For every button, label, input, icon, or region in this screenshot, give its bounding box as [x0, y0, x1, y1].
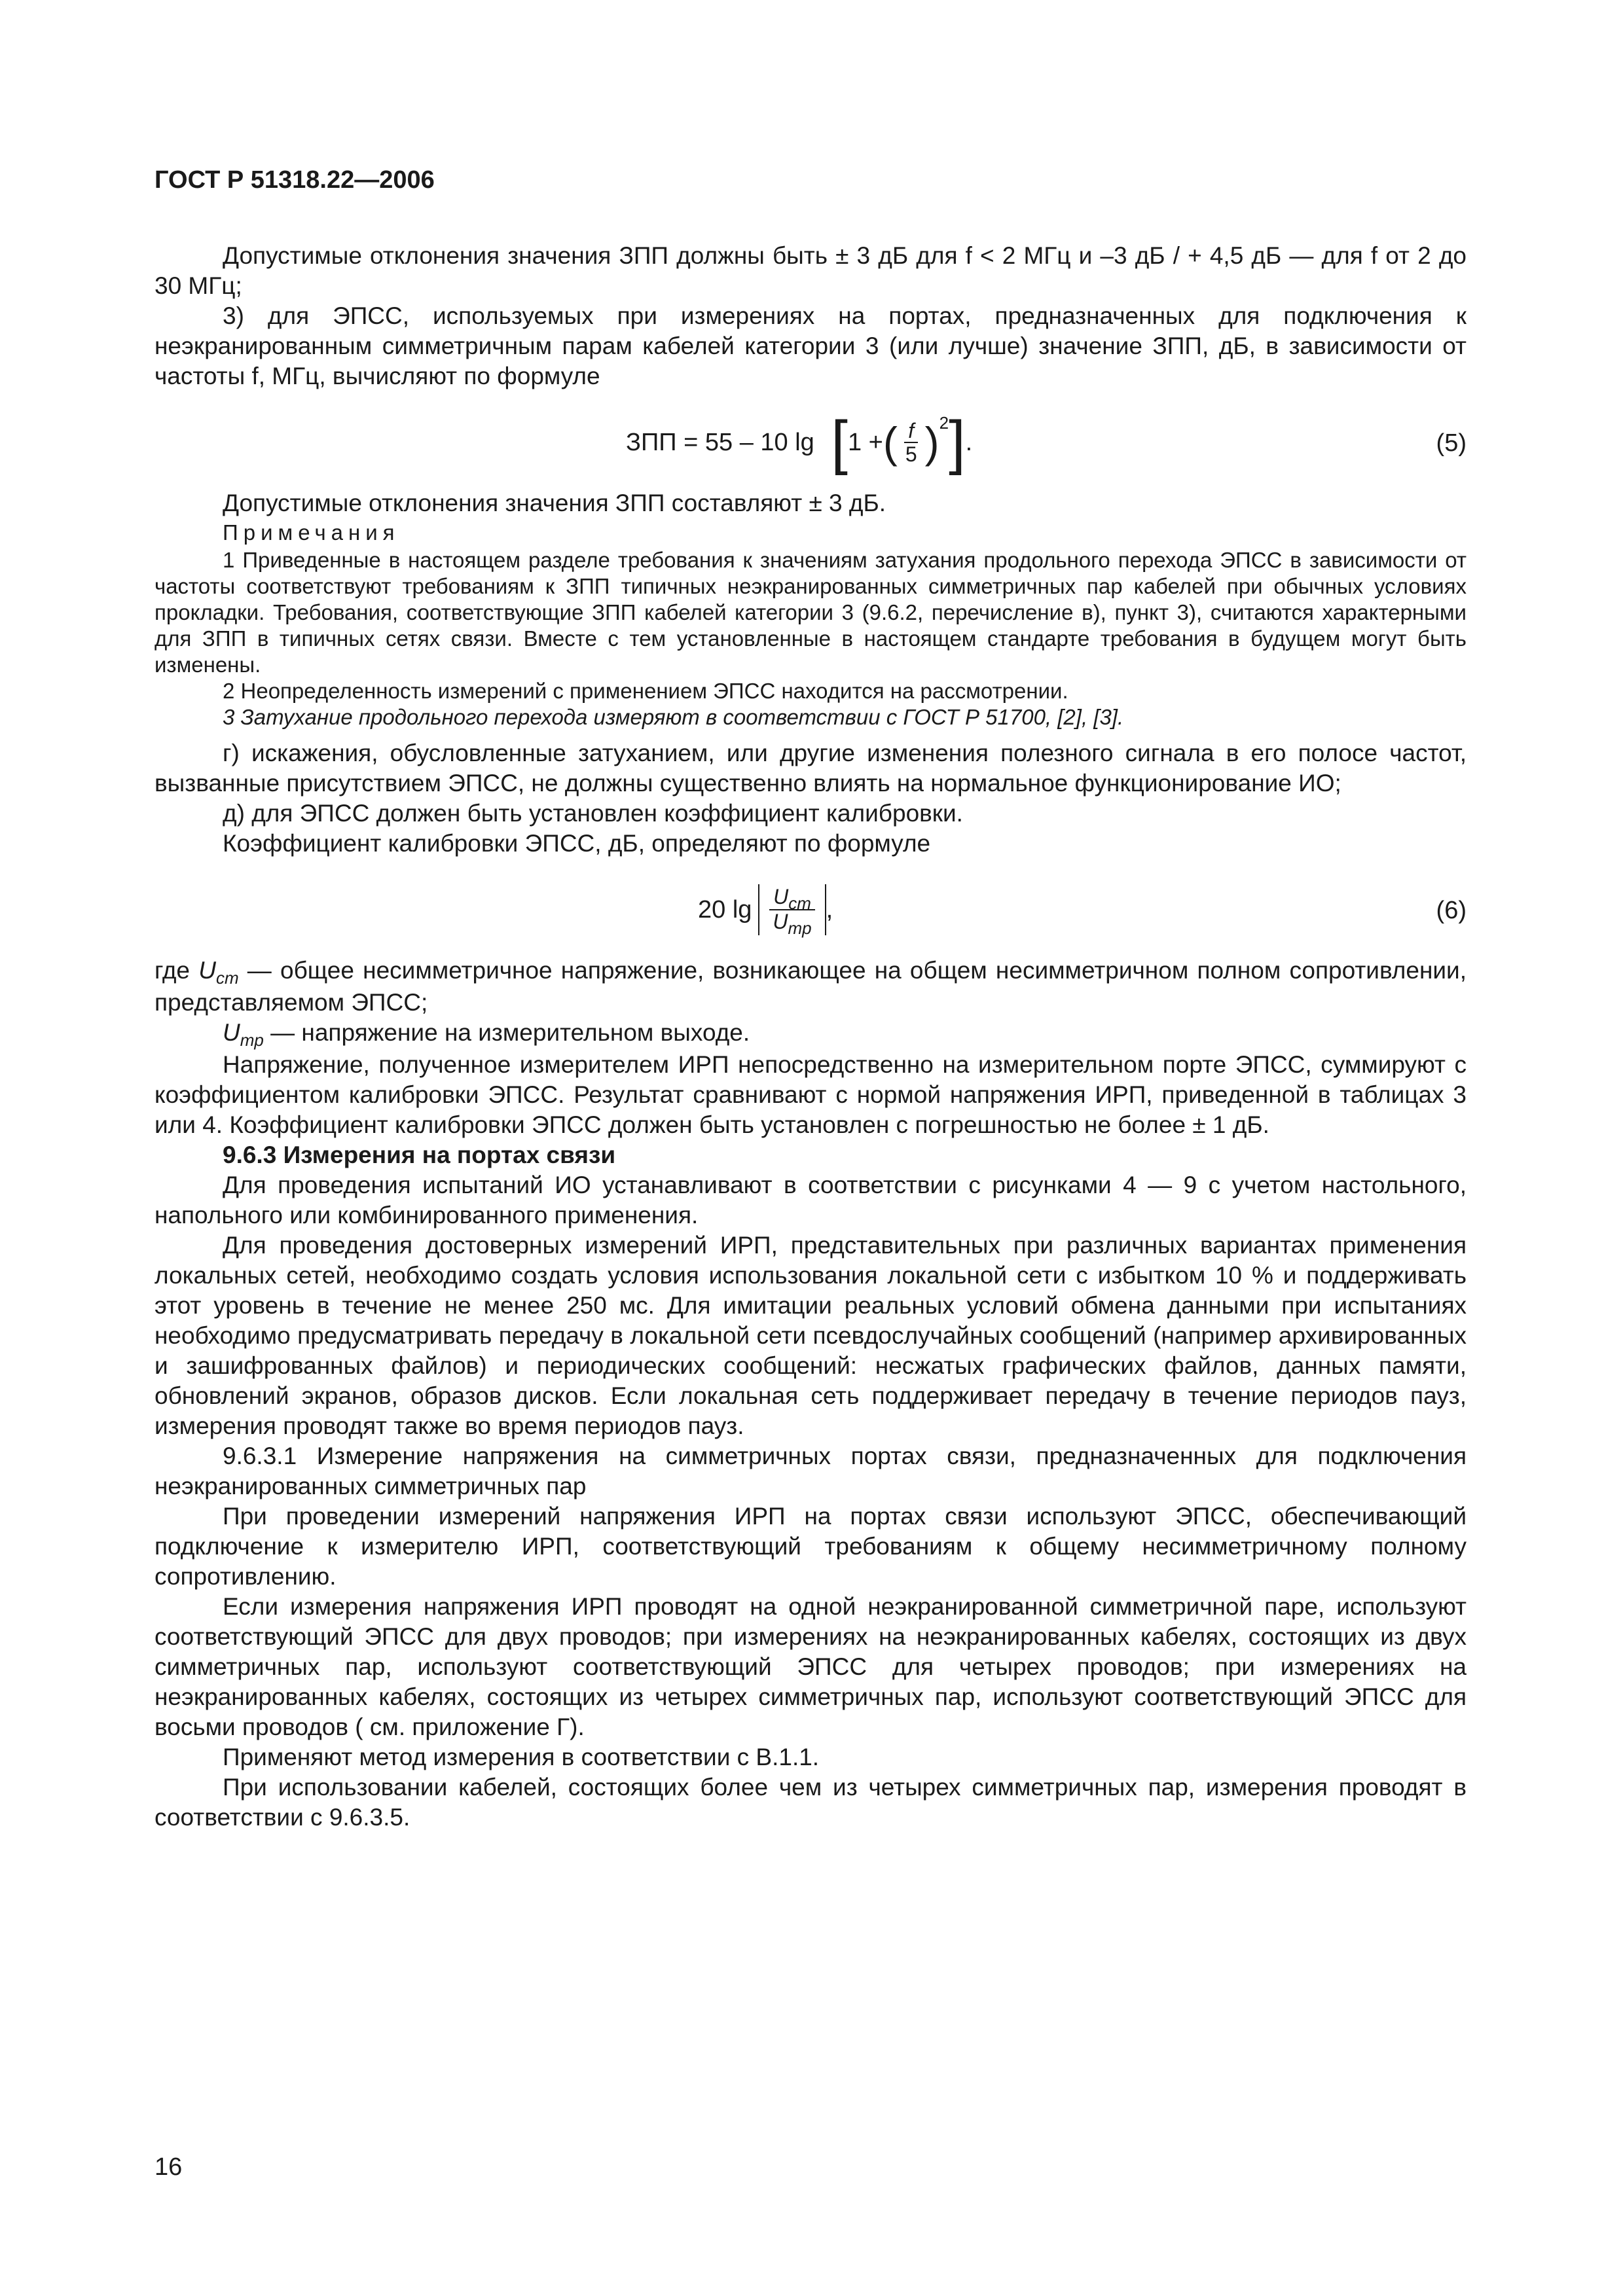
- paragraph: Применяют метод измерения в соответствии с В.1.1.: [223, 1744, 820, 1770]
- formula-lhs: ЗПП = 55 – 10 lg: [626, 429, 814, 456]
- paragraph: Для проведения достоверных измерений ИРП, представительных при различных вариантах применения локальных сетей, необходимо создать условия использования локальной сети с избытком 10 % и поддерживать этот уровень в течение не менее 250 мс. Для имитации реальных условий обмена данными при испытаниях необходимо предусматривать передачу в локальной сети псевдослучайных сообщений (например архивированных и зашифрованных файлов) и периодических сообщений: несжатых графических файлов, данных памяти, обновлений экранов, образов дисков. Если локальная сеть поддерживает передачу в течение периодов пауз, измерения проводят также во время периодов пауз.: [155, 1232, 1467, 1439]
- formula-6: [155, 870, 1467, 949]
- paragraph: При проведении измерений напряжения ИРП на портах связи используют ЭПСС, обеспечивающий подключение к измерителю ИРП, соответствующий требованиям к общему несимметричному полному сопротивлению.: [155, 1503, 1467, 1590]
- paren-right: ): [924, 418, 939, 467]
- fraction-numerator: f: [904, 420, 918, 443]
- paren-left: (: [883, 418, 898, 467]
- absolute-value: [758, 884, 826, 938]
- note: 1 Приведенные в настоящем разделе требования к значениям затухания продольного перехода ЭПСС в зависимости от частоты соответствуют требованиям к ЗПП типичных неэкранированных симметричных пар кабелей при обычных условиях прокладки. Требования, соответствующие ЗПП кабелей категории 3 (9.6.2, перечисление в), пункт 3), считаются характерными для ЗПП в типичных сетях связи. Вместе с тем установленные в настоящем стандарте требования в будущем могут быть изменены.: [155, 548, 1467, 677]
- fraction-denominator: 5: [905, 442, 917, 466]
- formula-lhs: 20 lg: [698, 896, 752, 924]
- notes-heading: Примечания: [223, 520, 400, 545]
- paragraph: д) для ЭПСС должен быть установлен коэффициент калибровки.: [223, 800, 963, 827]
- fraction: [902, 420, 921, 465]
- bracket-left: [: [814, 409, 848, 476]
- formula-5: [155, 403, 1467, 482]
- paragraph: Для проведения испытаний ИО устанавливают в соответствии с рисунками 4 — 9 с учетом настольного, напольного или комбинированного применения.: [155, 1172, 1467, 1229]
- bracket-right: ]: [949, 409, 966, 476]
- paragraph: Коэффициент калибровки ЭПСС, дБ, определяют по формуле: [223, 830, 931, 857]
- fraction-denominator: $U_{mp}$: [773, 910, 812, 938]
- paragraph: 9.6.3.1 Измерение напряжения на симметричных портах связи, предназначенных для подключения неэкранированных симметричных пар: [155, 1443, 1467, 1499]
- document-code: ГОСТ Р 51318.22—2006: [155, 166, 435, 194]
- fraction: [769, 885, 815, 938]
- paragraph: $U_{mp}$ — напряжение на измерительном выходе.: [223, 1019, 750, 1050]
- paragraph: Напряжение, полученное измерителем ИРП непосредственно на измерительном порте ЭПСС, суммируют с коэффициентом калибровки ЭПСС. Результат сравнивают с нормой напряжения ИРП, приведенной в таблицах 3 или 4. Коэффициент калибровки ЭПСС должен быть установлен с погрешностью не более ± 1 дБ.: [155, 1051, 1467, 1138]
- note: 2 Неопределенность измерений с применением ЭПСС находится на рассмотрении.: [223, 679, 1068, 703]
- paragraph: При использовании кабелей, состоящих более чем из четырех симметричных пар, измерения проводят в соответствии с 9.6.3.5.: [155, 1774, 1467, 1831]
- equation-number: (5): [1436, 429, 1467, 457]
- page-number: 16: [155, 2153, 183, 2181]
- fraction-numerator: $U_{cm}$: [769, 886, 815, 910]
- paragraph: Допустимые отклонения значения ЗПП составляют ± 3 дБ.: [223, 490, 886, 516]
- paragraph: 3) для ЭПСС, используемых при измерениях на портах, предназначенных для подключения к неэкранированным симметричным парам кабелей категории 3 (или лучше) значение ЗПП, дБ, в зависимости от частоты f, МГц, вычисляют по формуле: [155, 302, 1467, 389]
- formula-one-plus: 1 +: [847, 429, 883, 456]
- paragraph: где $U_{cm}$ — общее несимметричное напряжение, возникающее на общем несимметричном полном сопротивлении, представляемом ЭПСС;: [155, 957, 1467, 1016]
- note: 3 Затухание продольного перехода измеряют в соответствии с ГОСТ Р 51700, [2], [3].: [223, 705, 1124, 729]
- paragraph: г) искажения, обусловленные затуханием, или другие изменения полезного сигнала в его полосе частот, вызванные присутствием ЭПСС, не должны существенно влиять на нормальное функционирование ИО;: [155, 740, 1467, 797]
- formula-tail: ,: [826, 896, 833, 924]
- exponent: 2: [939, 413, 949, 433]
- equation-number: (6): [1436, 897, 1467, 924]
- paragraph: Если измерения напряжения ИРП проводят на одной неэкранированной симметричной паре, используют соответствующий ЭПСС для двух проводов; при измерениях на неэкранированных кабелях, состоящих из двух симметричных пар, используют соответствующий ЭПСС для четырех проводов; при измерениях на неэкранированных кабелях, состоящих из четырех симметричных пар, используют соответствующий ЭПСС для восьми проводов ( см. приложение Г).: [155, 1593, 1467, 1740]
- formula-tail: .: [965, 429, 973, 456]
- page-content: [155, 165, 1467, 1833]
- paragraph: Допустимые отклонения значения ЗПП должны быть ± 3 дБ для f < 2 МГц и –3 дБ / + 4,5 дБ — для f от 2 до 30 МГц;: [155, 242, 1467, 299]
- section-heading: 9.6.3 Измерения на портах связи: [223, 1141, 616, 1168]
